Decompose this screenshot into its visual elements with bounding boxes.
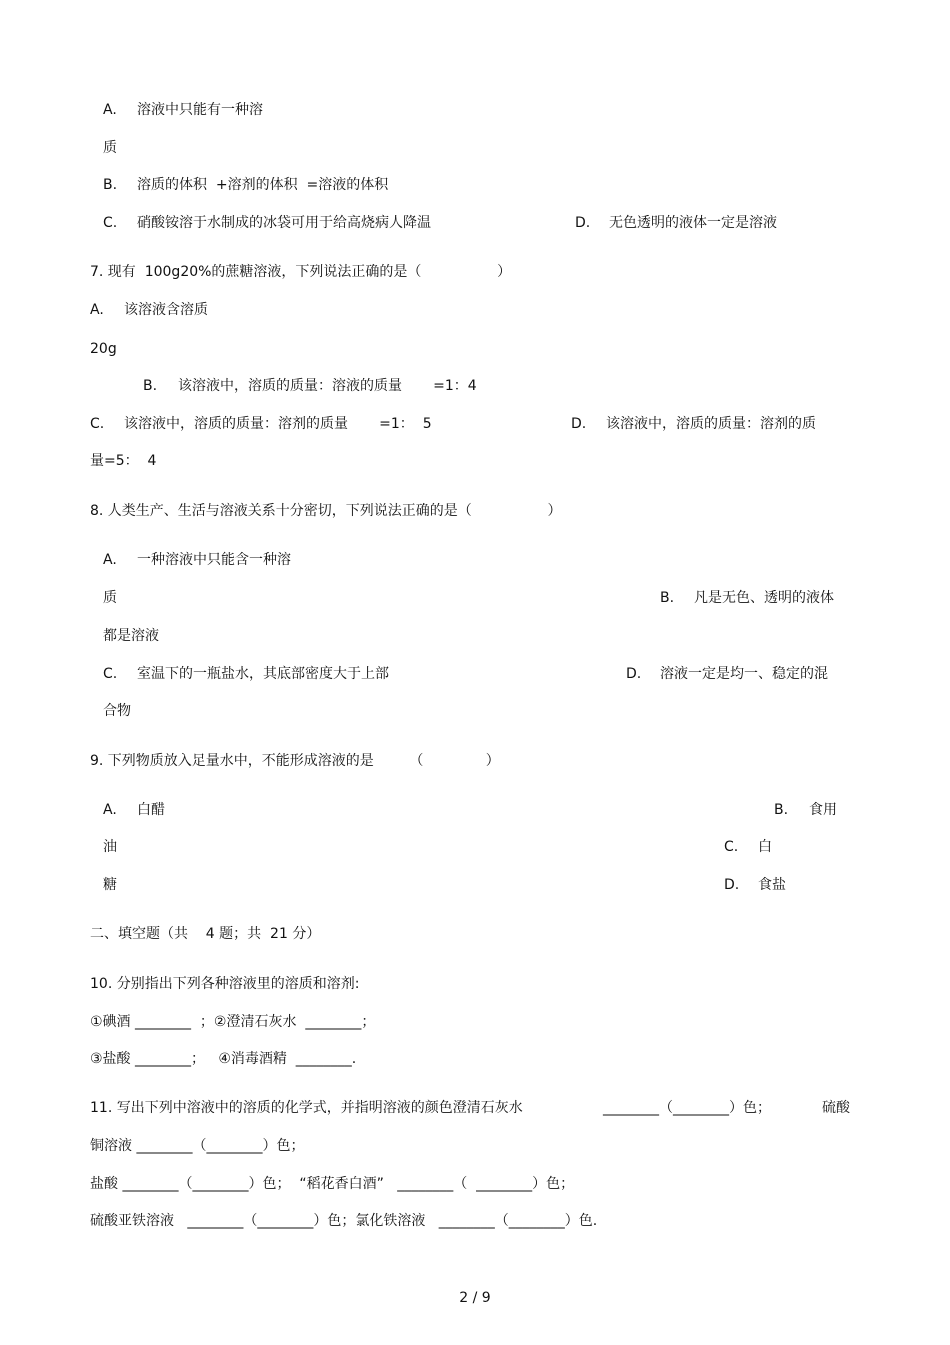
q8-option-d-continuation: 合物 bbox=[103, 703, 131, 719]
q6-option-d-label: D. bbox=[575, 215, 591, 231]
q7-option-d-label: D. bbox=[571, 416, 587, 432]
q9-option-d-label: D. bbox=[724, 877, 740, 893]
q9-option-c-continuation: 糖 bbox=[103, 877, 117, 893]
q11-line-2: 铜溶液 ________（________）色； bbox=[90, 1138, 305, 1154]
q6-option-a-text: 溶液中只能有一种溶 bbox=[137, 102, 263, 118]
q8-option-a-continuation: 质 bbox=[103, 590, 117, 606]
q10-stem: 10. 分别指出下列各种溶液里的溶质和溶剂: bbox=[90, 976, 360, 992]
page-number: 2 / 9 bbox=[459, 1290, 491, 1306]
q9-option-a-label: A. bbox=[103, 802, 117, 818]
q8-option-c-text: 室温下的一瓶盐水，其底部密度大于上部 bbox=[137, 666, 389, 682]
q6-option-a-continuation: 质 bbox=[103, 140, 117, 156]
q6-option-c-text: 硝酸铵溶于水制成的冰袋可用于给高烧病人降温 bbox=[137, 215, 431, 231]
q10-line-2: ③盐酸 ________； ④消毒酒精 ________. bbox=[90, 1051, 357, 1067]
q7-option-d-continuation: 量=5： 4 bbox=[90, 453, 157, 469]
q9-option-a-text: 白醋 bbox=[137, 802, 165, 818]
q11-blank-1: ________（________）色； bbox=[603, 1100, 771, 1116]
q8-option-d-text: 溶液一定是均一、稳定的混 bbox=[660, 666, 828, 682]
q8-option-b-text: 凡是无色、透明的液体 bbox=[694, 590, 834, 606]
q9-option-b-text: 食用 bbox=[809, 802, 837, 818]
q9-stem: 9. 下列物质放入足量水中，不能形成溶液的是 （ ） bbox=[90, 753, 500, 769]
q6-option-b-label: B. bbox=[103, 177, 118, 193]
q9-option-c-label: C. bbox=[724, 839, 739, 855]
q7-option-b-text: 该溶液中，溶质的质量：溶液的质量 =1：4 bbox=[178, 378, 477, 394]
q11-stem: 11. 写出下列中溶液中的溶质的化学式，并指明溶液的颜色澄清石灰水 bbox=[90, 1100, 523, 1116]
q11-line-4: 硫酸亚铁溶液 ________（________）色；氯化铁溶液 ________（________）色. bbox=[90, 1213, 598, 1229]
q9-option-b-label: B. bbox=[774, 802, 789, 818]
q6-option-a-label: A. bbox=[103, 102, 117, 118]
q8-stem: 8. 人类生产、生活与溶液关系十分密切，下列说法正确的是（ ） bbox=[90, 503, 562, 519]
q7-option-a-label: A. bbox=[90, 302, 104, 318]
q11-line-3: 盐酸 ________（________）色； “稻花香白酒” ________（ ________）色； bbox=[90, 1176, 575, 1192]
q11-stem-continuation: 硫酸 bbox=[822, 1100, 850, 1116]
q6-option-d-text: 无色透明的液体一定是溶液 bbox=[609, 215, 777, 231]
q8-option-c-label: C. bbox=[103, 666, 118, 682]
q9-option-c-text: 白 bbox=[758, 839, 772, 855]
q7-option-d-text: 该溶液中，溶质的质量：溶剂的质 bbox=[606, 416, 816, 432]
q6-option-c-label: C. bbox=[103, 215, 118, 231]
q8-option-b-label: B. bbox=[660, 590, 675, 606]
q8-option-a-label: A. bbox=[103, 552, 117, 568]
q8-option-d-label: D. bbox=[626, 666, 642, 682]
q7-option-a-continuation: 20g bbox=[90, 341, 117, 357]
q7-option-c-label: C. bbox=[90, 416, 105, 432]
q7-option-a-text: 该溶液含溶质 bbox=[124, 302, 208, 318]
q10-line-1: ①碘酒 ________ ；②澄清石灰水 ________； bbox=[90, 1014, 376, 1030]
q9-option-b-continuation: 油 bbox=[103, 839, 117, 855]
q7-option-b-label: B. bbox=[143, 378, 158, 394]
q8-option-a-text: 一种溶液中只能含一种溶 bbox=[137, 552, 291, 568]
q7-option-c-text: 该溶液中，溶质的质量：溶剂的质量 =1： 5 bbox=[124, 416, 432, 432]
q8-option-b-continuation: 都是溶液 bbox=[103, 628, 159, 644]
section-heading: 二、填空题（共 4 题；共 21 分） bbox=[90, 926, 321, 942]
q7-stem: 7. 现有 100g20%的蔗糖溶液，下列说法正确的是（ ） bbox=[90, 264, 512, 280]
q9-option-d-text: 食盐 bbox=[758, 877, 786, 893]
q6-option-b-text: 溶质的体积 +溶剂的体积 =溶液的体积 bbox=[137, 177, 389, 193]
